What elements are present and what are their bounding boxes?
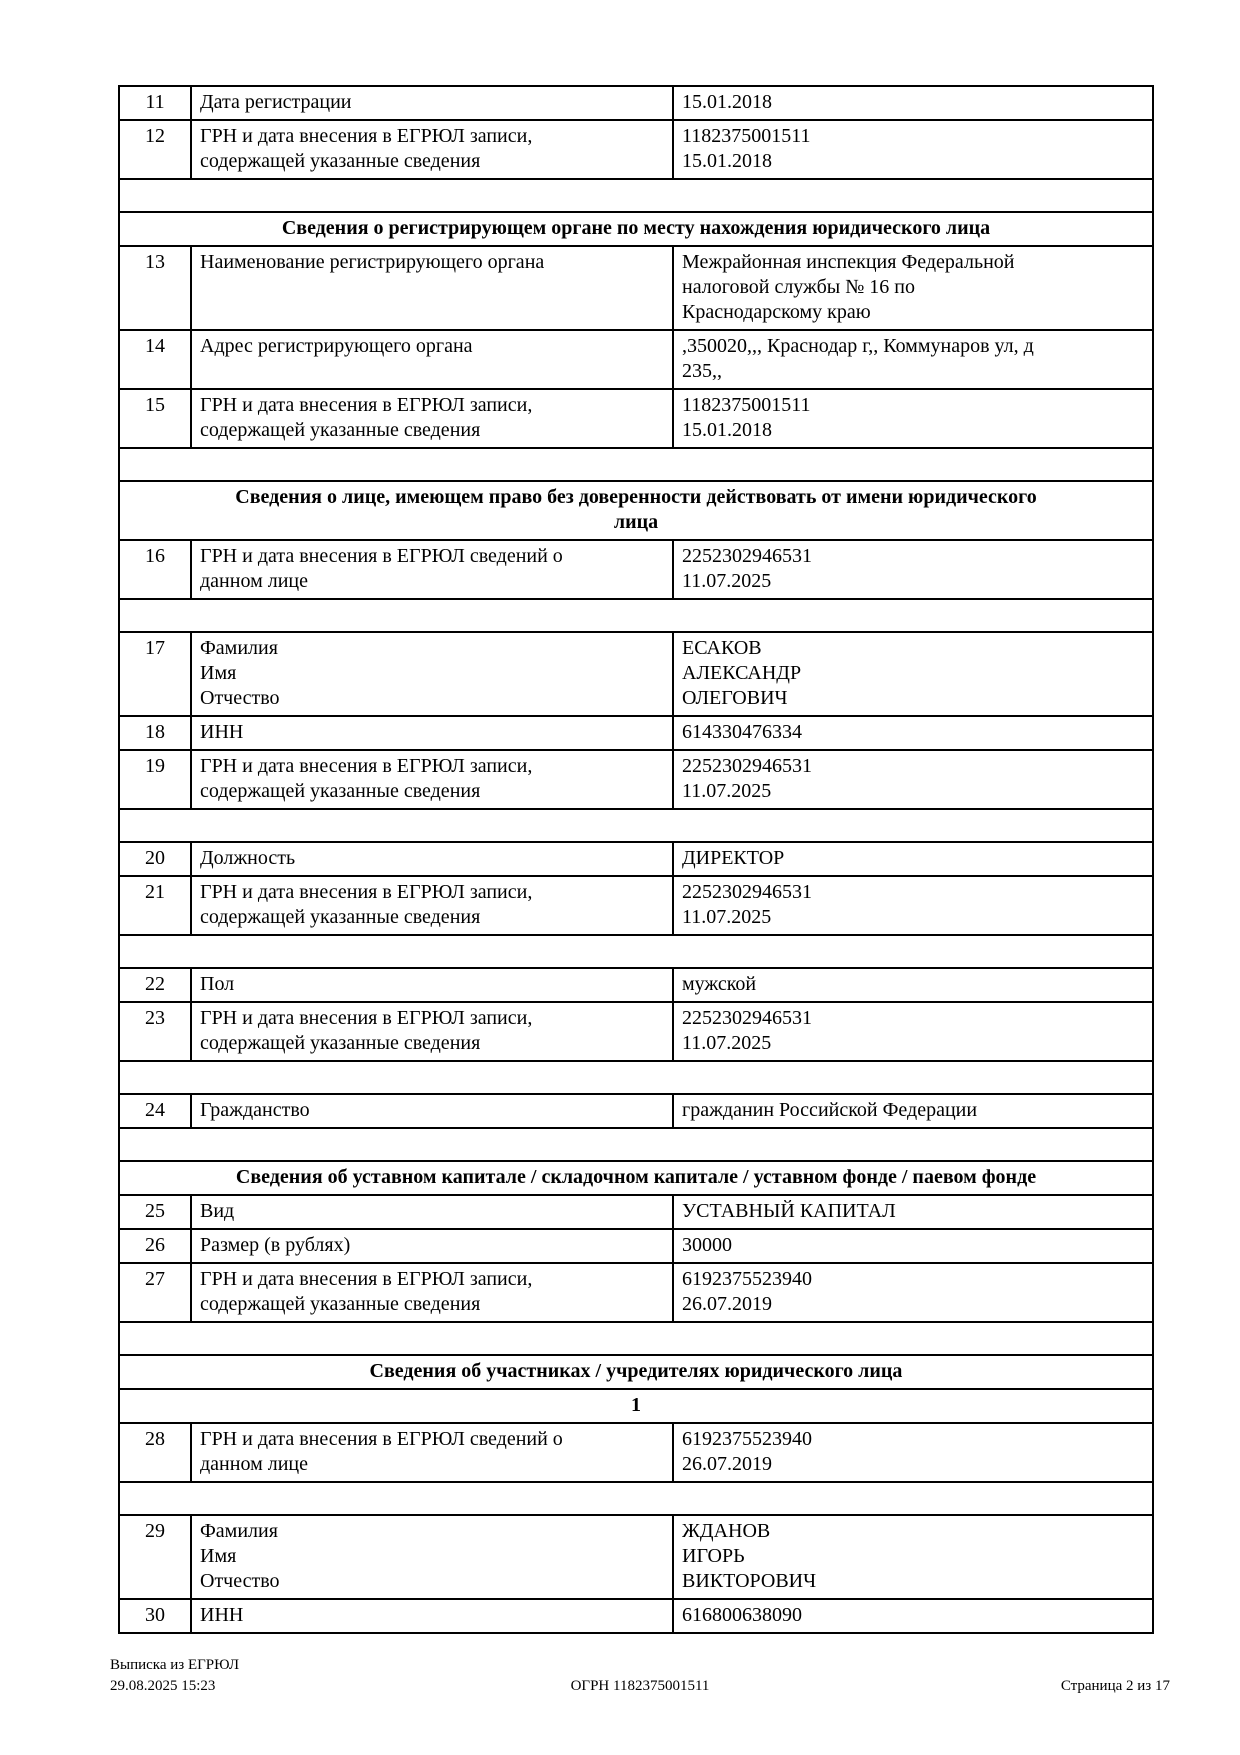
spacer-cell [119, 1482, 1153, 1515]
text-line: 1182375001511 [682, 394, 811, 416]
text-line: 15.01.2018 [682, 150, 772, 172]
table-row-29 [119, 1515, 1153, 1599]
spacer-row [119, 1128, 1153, 1161]
table-row-18 [119, 716, 1153, 750]
spacer-row [119, 935, 1153, 968]
field-label-cell [191, 1599, 673, 1633]
field-value-cell [673, 1229, 1153, 1263]
spacer-cell [119, 1061, 1153, 1094]
field-label-cell [191, 330, 673, 389]
section-header-row [119, 212, 1153, 246]
footer-left-block [110, 1655, 463, 1697]
section-header-cell [119, 481, 1153, 540]
text-line: 26.07.2019 [682, 1293, 772, 1315]
text-line: 235,, [682, 360, 722, 382]
field-label-cell [191, 246, 673, 330]
text-line: 1182375001511 [682, 125, 811, 147]
row-number-cell: 18 [119, 716, 191, 750]
field-label-cell [191, 540, 673, 599]
text-line: Сведения о лице, имеющем право без доверенности действовать от имени юридического [235, 486, 1037, 508]
text-line: 15.01.2018 [682, 419, 772, 441]
text-line: ВИКТОРОВИЧ [682, 1570, 817, 1592]
table-row-23 [119, 1002, 1153, 1061]
row-number-cell: 17 [119, 632, 191, 716]
footer-ogrn: ОГРН 1182375001511 [570, 1678, 710, 1694]
row-number-cell: 24 [119, 1094, 191, 1128]
text-line: Вид [200, 1200, 235, 1222]
section-header-cell [119, 1355, 1153, 1389]
table-row-12 [119, 120, 1153, 179]
text-line: Пол [200, 973, 235, 995]
text-line: 15.01.2018 [682, 91, 772, 113]
text-line: Краснодарскому краю [682, 301, 871, 323]
text-line: Фамилия [200, 1520, 278, 1542]
field-value-cell [673, 86, 1153, 120]
field-value-cell [673, 1599, 1153, 1633]
field-label-cell [191, 86, 673, 120]
row-number-cell: 11 [119, 86, 191, 120]
row-number-cell: 27 [119, 1263, 191, 1322]
text-line: УСТАВНЫЙ КАПИТАЛ [682, 1200, 896, 1222]
text-line: Адрес регистрирующего органа [200, 335, 473, 357]
text-line: Сведения об уставном капитале / складочном капитале / уставном фонде / паевом фонде [235, 1166, 1037, 1188]
text-line: ДИРЕКТОР [682, 847, 785, 869]
field-label-cell [191, 120, 673, 179]
row-number-cell: 20 [119, 842, 191, 876]
group-index-cell [119, 1389, 1153, 1423]
text-line: Размер (в рублях) [200, 1234, 351, 1256]
field-label-cell [191, 1002, 673, 1061]
spacer-row [119, 1482, 1153, 1515]
table-row-19 [119, 750, 1153, 809]
egrul-table-body [119, 86, 1153, 1633]
spacer-cell [119, 935, 1153, 968]
row-number-cell: 14 [119, 330, 191, 389]
row-number-cell: 22 [119, 968, 191, 1002]
spacer-row [119, 179, 1153, 212]
field-label-cell [191, 1094, 673, 1128]
text-line: 1 [631, 1394, 641, 1416]
page-footer [110, 1655, 1170, 1697]
field-value-cell [673, 750, 1153, 809]
text-line: Должность [200, 847, 296, 869]
field-value-cell [673, 716, 1153, 750]
text-line: Гражданство [200, 1099, 310, 1121]
text-line: 616800638090 [682, 1604, 802, 1626]
text-line: ГРН и дата внесения в ЕГРЮЛ сведений о [200, 1428, 563, 1450]
text-line: налоговой службы № 16 по [682, 276, 915, 298]
table-row-15 [119, 389, 1153, 448]
row-number-cell: 16 [119, 540, 191, 599]
text-line: содержащей указанные сведения [200, 780, 481, 802]
text-line: Имя [200, 1545, 237, 1567]
spacer-row [119, 448, 1153, 481]
field-value-cell [673, 1515, 1153, 1599]
field-value-cell [673, 1423, 1153, 1482]
text-line: АЛЕКСАНДР [682, 662, 802, 684]
row-number-cell: 26 [119, 1229, 191, 1263]
field-value-cell [673, 968, 1153, 1002]
table-row-14 [119, 330, 1153, 389]
text-line: данном лице [200, 1453, 308, 1475]
text-line: 6192375523940 [682, 1428, 812, 1450]
text-line: ГРН и дата внесения в ЕГРЮЛ записи, [200, 755, 533, 777]
field-value-cell [673, 1263, 1153, 1322]
text-line: 2252302946531 [682, 545, 812, 567]
text-line: ГРН и дата внесения в ЕГРЮЛ записи, [200, 881, 533, 903]
spacer-row [119, 1322, 1153, 1355]
text-line: 26.07.2019 [682, 1453, 772, 1475]
text-line: 11.07.2025 [682, 780, 772, 802]
text-line: 2252302946531 [682, 755, 812, 777]
text-line: лица [613, 511, 659, 533]
spacer-cell [119, 599, 1153, 632]
text-line: 6192375523940 [682, 1268, 812, 1290]
field-label-cell [191, 750, 673, 809]
row-number-cell: 29 [119, 1515, 191, 1599]
field-label-cell [191, 1229, 673, 1263]
row-number-cell: 15 [119, 389, 191, 448]
text-line: содержащей указанные сведения [200, 906, 481, 928]
text-line: Отчество [200, 1570, 280, 1592]
row-number-cell: 30 [119, 1599, 191, 1633]
text-line: ГРН и дата внесения в ЕГРЮЛ записи, [200, 394, 533, 416]
text-line: ГРН и дата внесения в ЕГРЮЛ записи, [200, 125, 533, 147]
text-line: ЕСАКОВ [682, 637, 762, 659]
spacer-cell [119, 1322, 1153, 1355]
field-label-cell [191, 968, 673, 1002]
spacer-cell [119, 1128, 1153, 1161]
table-row-20 [119, 842, 1153, 876]
table-row-17 [119, 632, 1153, 716]
footer-page-number: Страница 2 из 17 [1060, 1678, 1170, 1694]
section-header-cell [119, 1161, 1153, 1195]
field-label-cell [191, 632, 673, 716]
field-value-cell [673, 120, 1153, 179]
field-label-cell [191, 1263, 673, 1322]
egrul-table [118, 85, 1154, 1634]
field-label-cell [191, 1423, 673, 1482]
section-header-cell [119, 212, 1153, 246]
field-value-cell [673, 1195, 1153, 1229]
text-line: Сведения о регистрирующем органе по месту нахождения юридического лица [281, 217, 991, 239]
text-line: 11.07.2025 [682, 906, 772, 928]
section-header-row [119, 481, 1153, 540]
table-row-28 [119, 1423, 1153, 1482]
spacer-row [119, 809, 1153, 842]
field-value-cell [673, 389, 1153, 448]
row-number-cell: 19 [119, 750, 191, 809]
field-value-cell [673, 1094, 1153, 1128]
table-row-27 [119, 1263, 1153, 1322]
text-line: Имя [200, 662, 237, 684]
field-label-cell [191, 842, 673, 876]
text-line: содержащей указанные сведения [200, 150, 481, 172]
table-row-22 [119, 968, 1153, 1002]
text-line: данном лице [200, 570, 308, 592]
row-number-cell: 21 [119, 876, 191, 935]
text-line: содержащей указанные сведения [200, 1032, 481, 1054]
field-value-cell [673, 246, 1153, 330]
text-line: Межрайонная инспекция Федеральной [682, 251, 1015, 273]
field-label-cell [191, 876, 673, 935]
table-row-24 [119, 1094, 1153, 1128]
spacer-row [119, 1061, 1153, 1094]
field-value-cell [673, 632, 1153, 716]
spacer-cell [119, 179, 1153, 212]
text-line: ОЛЕГОВИЧ [682, 687, 788, 709]
table-row-16 [119, 540, 1153, 599]
field-value-cell [673, 842, 1153, 876]
table-row-13 [119, 246, 1153, 330]
section-header-row [119, 1355, 1153, 1389]
footer-datetime: 29.08.2025 15:23 [110, 1678, 216, 1694]
text-line: 2252302946531 [682, 881, 812, 903]
text-line: ИНН [200, 1604, 244, 1626]
text-line: ГРН и дата внесения в ЕГРЮЛ записи, [200, 1007, 533, 1029]
text-line: Наименование регистрирующего органа [200, 251, 545, 273]
field-label-cell [191, 389, 673, 448]
text-line: ЖДАНОВ [682, 1520, 771, 1542]
field-label-cell [191, 1195, 673, 1229]
text-line: Сведения об участниках / учредителях юридического лица [369, 1360, 903, 1382]
row-number-cell: 28 [119, 1423, 191, 1482]
spacer-row [119, 599, 1153, 632]
text-line: Фамилия [200, 637, 278, 659]
text-line: ГРН и дата внесения в ЕГРЮЛ записи, [200, 1268, 533, 1290]
text-line: ГРН и дата внесения в ЕГРЮЛ сведений о [200, 545, 563, 567]
group-index-row [119, 1389, 1153, 1423]
text-line: гражданин Российской Федерации [682, 1099, 978, 1121]
text-line: 614330476334 [682, 721, 802, 743]
table-row-26 [119, 1229, 1153, 1263]
text-line: мужской [682, 973, 757, 995]
field-value-cell [673, 330, 1153, 389]
section-header-row [119, 1161, 1153, 1195]
spacer-cell [119, 809, 1153, 842]
table-row-30 [119, 1599, 1153, 1633]
footer-doc-type: Выписка из ЕГРЮЛ [110, 1657, 239, 1673]
field-value-cell [673, 876, 1153, 935]
text-line: 30000 [682, 1234, 732, 1256]
text-line: ИГОРЬ [682, 1545, 745, 1567]
text-line: ИНН [200, 721, 244, 743]
row-number-cell: 13 [119, 246, 191, 330]
field-value-cell [673, 540, 1153, 599]
table-row-25 [119, 1195, 1153, 1229]
text-line: 11.07.2025 [682, 1032, 772, 1054]
text-line: Дата регистрации [200, 91, 352, 113]
text-line: содержащей указанные сведения [200, 1293, 481, 1315]
text-line: 2252302946531 [682, 1007, 812, 1029]
spacer-cell [119, 448, 1153, 481]
table-row-21 [119, 876, 1153, 935]
field-label-cell [191, 1515, 673, 1599]
row-number-cell: 12 [119, 120, 191, 179]
row-number-cell: 25 [119, 1195, 191, 1229]
text-line: содержащей указанные сведения [200, 419, 481, 441]
row-number-cell: 23 [119, 1002, 191, 1061]
table-row-11 [119, 86, 1153, 120]
text-line: 11.07.2025 [682, 570, 772, 592]
field-value-cell [673, 1002, 1153, 1061]
text-line: ,350020,,, Краснодар г,, Коммунаров ул, д [682, 335, 1034, 357]
text-line: Отчество [200, 687, 280, 709]
field-label-cell [191, 716, 673, 750]
